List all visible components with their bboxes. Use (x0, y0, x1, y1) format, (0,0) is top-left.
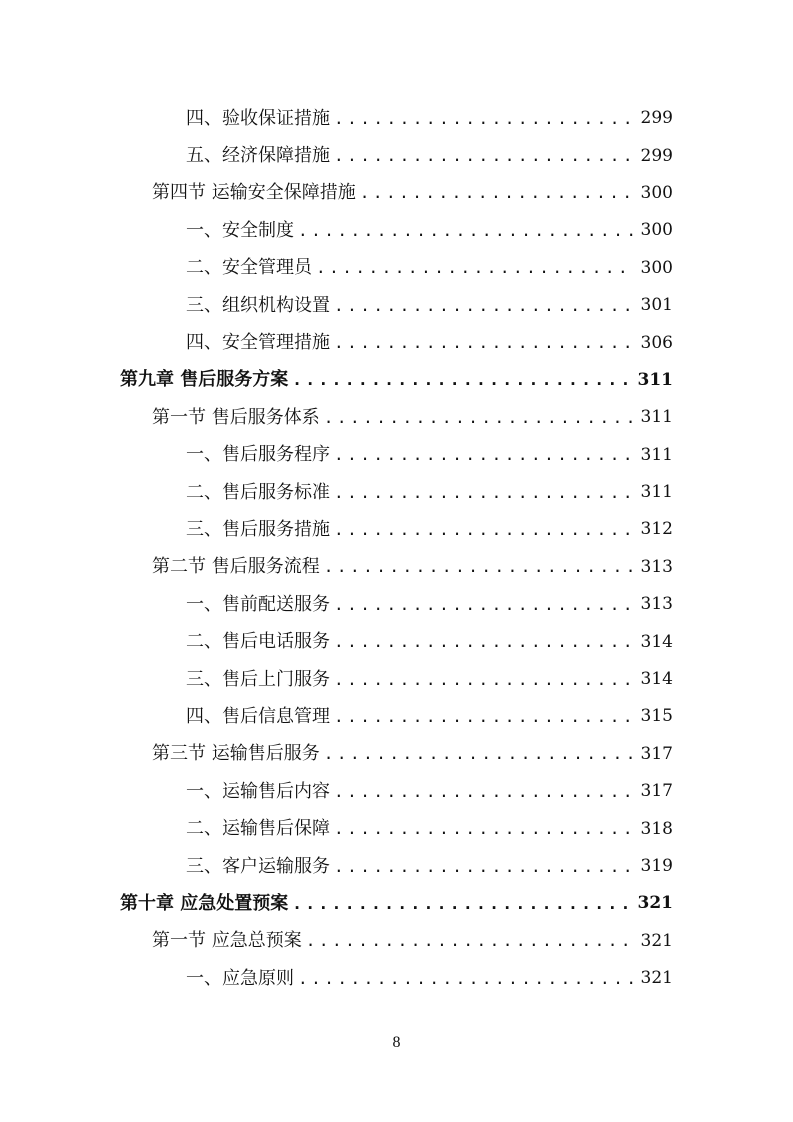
toc-entry-title: 第一节 售后服务体系 (152, 406, 320, 428)
toc-item-row[interactable] (0, 474, 793, 511)
toc-entry-title: 三、组织机构设置 (186, 294, 330, 316)
toc-item-row[interactable] (0, 250, 793, 287)
toc-entry-page-number: 317 (640, 743, 673, 764)
toc-section-row[interactable] (0, 736, 793, 773)
toc-entry-title: 第一节 应急总预案 (152, 930, 302, 952)
dot-leader (334, 672, 635, 688)
toc-item-row[interactable] (0, 960, 793, 997)
toc-section-row[interactable] (0, 399, 793, 436)
toc-entry-page-number: 318 (640, 818, 673, 839)
toc-item-row[interactable] (0, 623, 793, 660)
toc-entry-title: 一、运输售后内容 (186, 780, 330, 802)
toc-entry-page-number: 300 (640, 220, 673, 241)
toc-entry-title: 第九章 售后服务方案 (120, 369, 289, 391)
toc-entry-page-number: 311 (640, 407, 673, 428)
toc-entry-page-number: 315 (640, 706, 673, 727)
toc-item-row[interactable] (0, 100, 793, 137)
toc-entry-page-number: 313 (640, 556, 673, 577)
dot-leader (334, 709, 635, 725)
toc-entry-title: 五、经济保障措施 (186, 145, 330, 167)
dot-leader (306, 933, 635, 949)
toc-entry-page-number: 314 (640, 631, 673, 652)
toc-item-row[interactable] (0, 324, 793, 361)
toc-item-row[interactable] (0, 698, 793, 735)
toc-entry-page-number: 311 (640, 444, 673, 465)
dot-leader (334, 447, 635, 463)
toc-entry-page-number: 319 (640, 856, 673, 876)
toc-section-row[interactable] (0, 923, 793, 960)
toc-item-row[interactable] (0, 511, 793, 548)
toc-entry-page-number: 321 (637, 893, 673, 914)
toc-entry-title: 第二节 售后服务流程 (152, 556, 320, 578)
toc-entry-page-number: 321 (640, 968, 673, 989)
toc-entry-title: 二、运输售后保障 (186, 818, 330, 840)
toc-item-row[interactable] (0, 848, 793, 885)
toc-entry-page-number: 299 (640, 145, 673, 166)
toc-entry-page-number: 311 (640, 482, 673, 503)
dot-leader (324, 559, 635, 575)
dot-leader (334, 485, 635, 501)
dot-leader (324, 746, 635, 762)
dot-leader (334, 597, 635, 613)
toc-entry-page-number: 300 (640, 257, 673, 278)
dot-leader (292, 896, 631, 912)
dot-leader (298, 223, 635, 239)
toc-entry-title: 一、售前配送服务 (186, 593, 330, 615)
toc-entry-title: 第三节 运输售后服务 (152, 743, 320, 765)
dot-leader (334, 634, 635, 650)
toc-entry-title: 三、售后上门服务 (186, 668, 330, 690)
toc-item-row[interactable] (0, 287, 793, 324)
toc-entry-page-number: 312 (640, 519, 673, 540)
toc-item-row[interactable] (0, 137, 793, 174)
dot-leader (334, 298, 635, 314)
toc-entry-title: 一、应急原则 (186, 967, 294, 989)
dot-leader (298, 971, 635, 987)
toc-item-row[interactable] (0, 661, 793, 698)
toc-entry-title: 第四节 运输安全保障措施 (152, 182, 356, 204)
toc-item-row[interactable] (0, 586, 793, 623)
dot-leader (334, 335, 635, 351)
dot-leader (334, 148, 635, 164)
dot-leader (316, 260, 635, 276)
toc-item-row[interactable] (0, 773, 793, 810)
toc-entry-page-number: 301 (640, 295, 673, 316)
toc-chapter-row[interactable] (0, 362, 793, 399)
dot-leader (324, 410, 635, 426)
toc-entry-title: 四、售后信息管理 (186, 705, 330, 727)
dot-leader (292, 372, 631, 388)
dot-leader (334, 859, 635, 875)
toc-item-row[interactable] (0, 437, 793, 474)
dot-leader (334, 522, 635, 538)
toc-entry-title: 三、客户运输服务 (186, 855, 330, 877)
page-number: 8 (392, 1034, 401, 1051)
table-of-contents (0, 100, 793, 997)
dot-leader (334, 111, 635, 127)
toc-item-row[interactable] (0, 212, 793, 249)
toc-section-row[interactable] (0, 549, 793, 586)
toc-entry-page-number: 314 (640, 669, 673, 690)
dot-leader (334, 821, 635, 837)
toc-entry-title: 四、安全管理措施 (186, 332, 330, 354)
toc-entry-title: 二、售后服务标准 (186, 481, 330, 503)
toc-entry-title: 二、安全管理员 (186, 257, 312, 279)
toc-chapter-row[interactable] (0, 885, 793, 922)
toc-entry-page-number: 311 (637, 369, 673, 390)
dot-leader (334, 784, 635, 800)
toc-section-row[interactable] (0, 175, 793, 212)
toc-entry-title: 二、售后电话服务 (186, 631, 330, 653)
toc-entry-page-number: 321 (640, 930, 673, 951)
toc-entry-page-number: 300 (640, 182, 673, 203)
dot-leader (360, 185, 635, 201)
toc-entry-title: 一、安全制度 (186, 219, 294, 241)
toc-entry-page-number: 313 (640, 594, 673, 615)
toc-item-row[interactable] (0, 810, 793, 847)
toc-entry-page-number: 299 (640, 108, 673, 129)
toc-entry-title: 第十章 应急处置预案 (120, 892, 289, 914)
toc-entry-title: 三、售后服务措施 (186, 518, 330, 540)
toc-entry-page-number: 317 (640, 781, 673, 802)
toc-entry-page-number: 306 (640, 332, 673, 353)
toc-entry-title: 一、售后服务程序 (186, 444, 330, 466)
toc-entry-title: 四、验收保证措施 (186, 107, 330, 129)
